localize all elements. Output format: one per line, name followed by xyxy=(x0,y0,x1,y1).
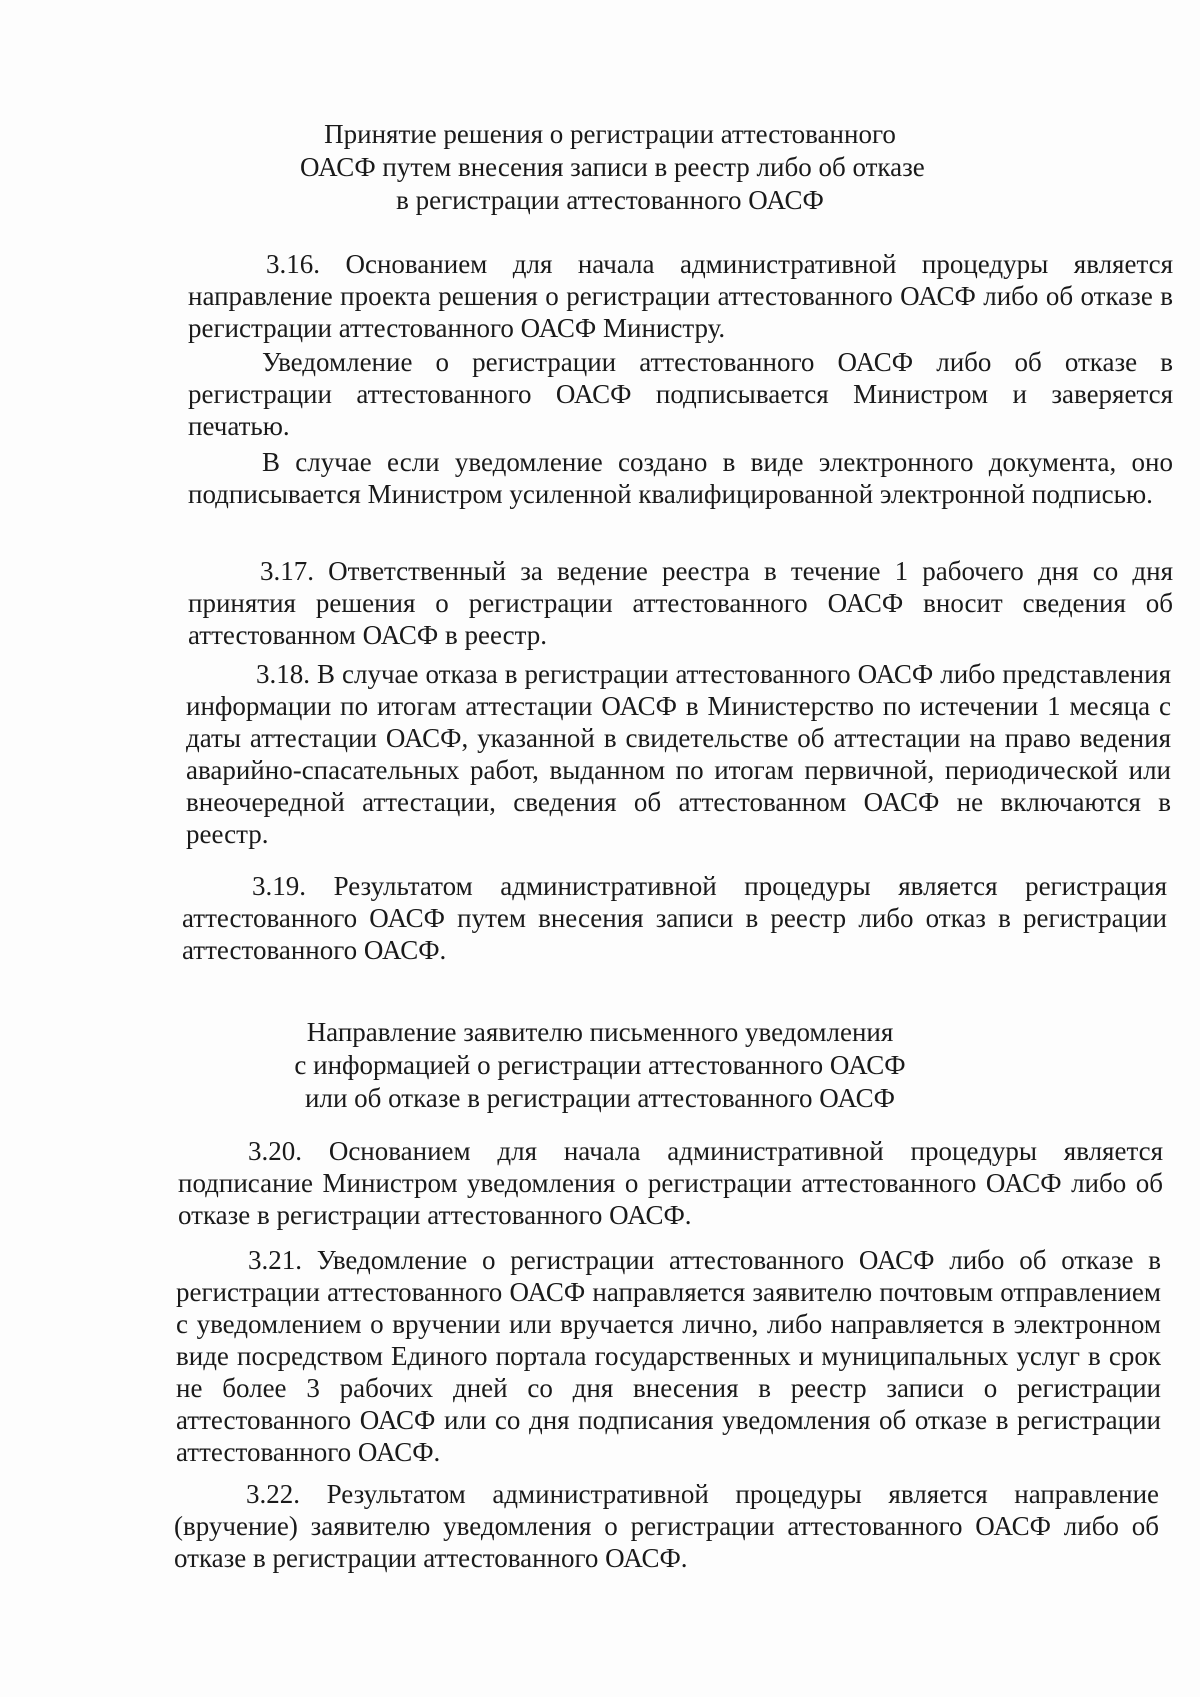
section-heading-registration-decision xyxy=(300,118,925,217)
heading-line: Принятие решения о регистрации аттестованного xyxy=(324,119,896,149)
paragraph-3-19: 3.19. Результатом административной процедуры является регистрация аттестованного ОАСФ путем внесения записи в реестр либо отказ в регистрации аттестованного ОАСФ. xyxy=(182,871,1167,965)
section-heading-notification xyxy=(290,1016,910,1115)
paragraph-3-22: 3.22. Результатом административной процедуры является направление (вручение) заявителю уведомления о регистрации аттестованного ОАСФ либо об отказе в регистрации аттестованного ОАСФ. xyxy=(174,1479,1159,1573)
paragraph-3-20: 3.20. Основанием для начала административной процедуры является подписание Министром уведомления о регистрации аттестованного ОАСФ либо об отказе в регистрации аттестованного ОАСФ. xyxy=(178,1136,1163,1230)
heading-line: Направление заявителю письменного уведомления xyxy=(306,1017,894,1047)
heading-line: ОАСФ путем внесения записи в реестр либо об отказе xyxy=(300,152,925,182)
heading-line: с информацией о регистрации аттестованного ОАСФ xyxy=(294,1050,906,1080)
paragraph-3-18: 3.18. В случае отказа в регистрации аттестованного ОАСФ либо представления информации по итогам аттестации ОАСФ в Министерство по истечении 1 месяца с даты аттестации ОАСФ, указанной в свидетельстве об аттестации на право ведения аварийно-спасательных работ, выданном по итогам первичной, периодической или внеочередной аттестации, сведения об аттестованном ОАСФ не включаются в реестр. xyxy=(186,659,1171,849)
heading-line: в регистрации аттестованного ОАСФ xyxy=(396,185,824,215)
paragraph-3-17: 3.17. Ответственный за ведение реестра в течение 1 рабочего дня со дня принятия решения о регистрации аттестованного ОАСФ вносит сведения об аттестованном ОАСФ в реестр. xyxy=(188,556,1173,650)
heading-line: или об отказе в регистрации аттестованного ОАСФ xyxy=(305,1083,895,1113)
paragraph-3-16-notice: Уведомление о регистрации аттестованного ОАСФ либо об отказе в регистрации аттестованного ОАСФ подписывается Министром и заверяется печатью. xyxy=(188,347,1173,441)
paragraph-3-16-electronic: В случае если уведомление создано в виде электронного документа, оно подписывается Министром усиленной квалифицированной электронной подписью. xyxy=(188,447,1173,509)
paragraph-3-21: 3.21. Уведомление о регистрации аттестованного ОАСФ либо об отказе в регистрации аттестованного ОАСФ направляется заявителю почтовым отправлением с уведомлением о вручении или вручается лично, либо направляется в электронном виде посредством Единого портала государственных и муниципальных услуг в срок не более 3 рабочих дней со дня внесения в реестр записи о регистрации аттестованного ОАСФ или со дня подписания уведомления об отказе в регистрации аттестованного ОАСФ. xyxy=(176,1245,1161,1467)
paragraph-3-16: 3.16. Основанием для начала административной процедуры является направление проекта решения о регистрации аттестованного ОАСФ либо об отказе в регистрации аттестованного ОАСФ Министру. xyxy=(188,249,1173,343)
